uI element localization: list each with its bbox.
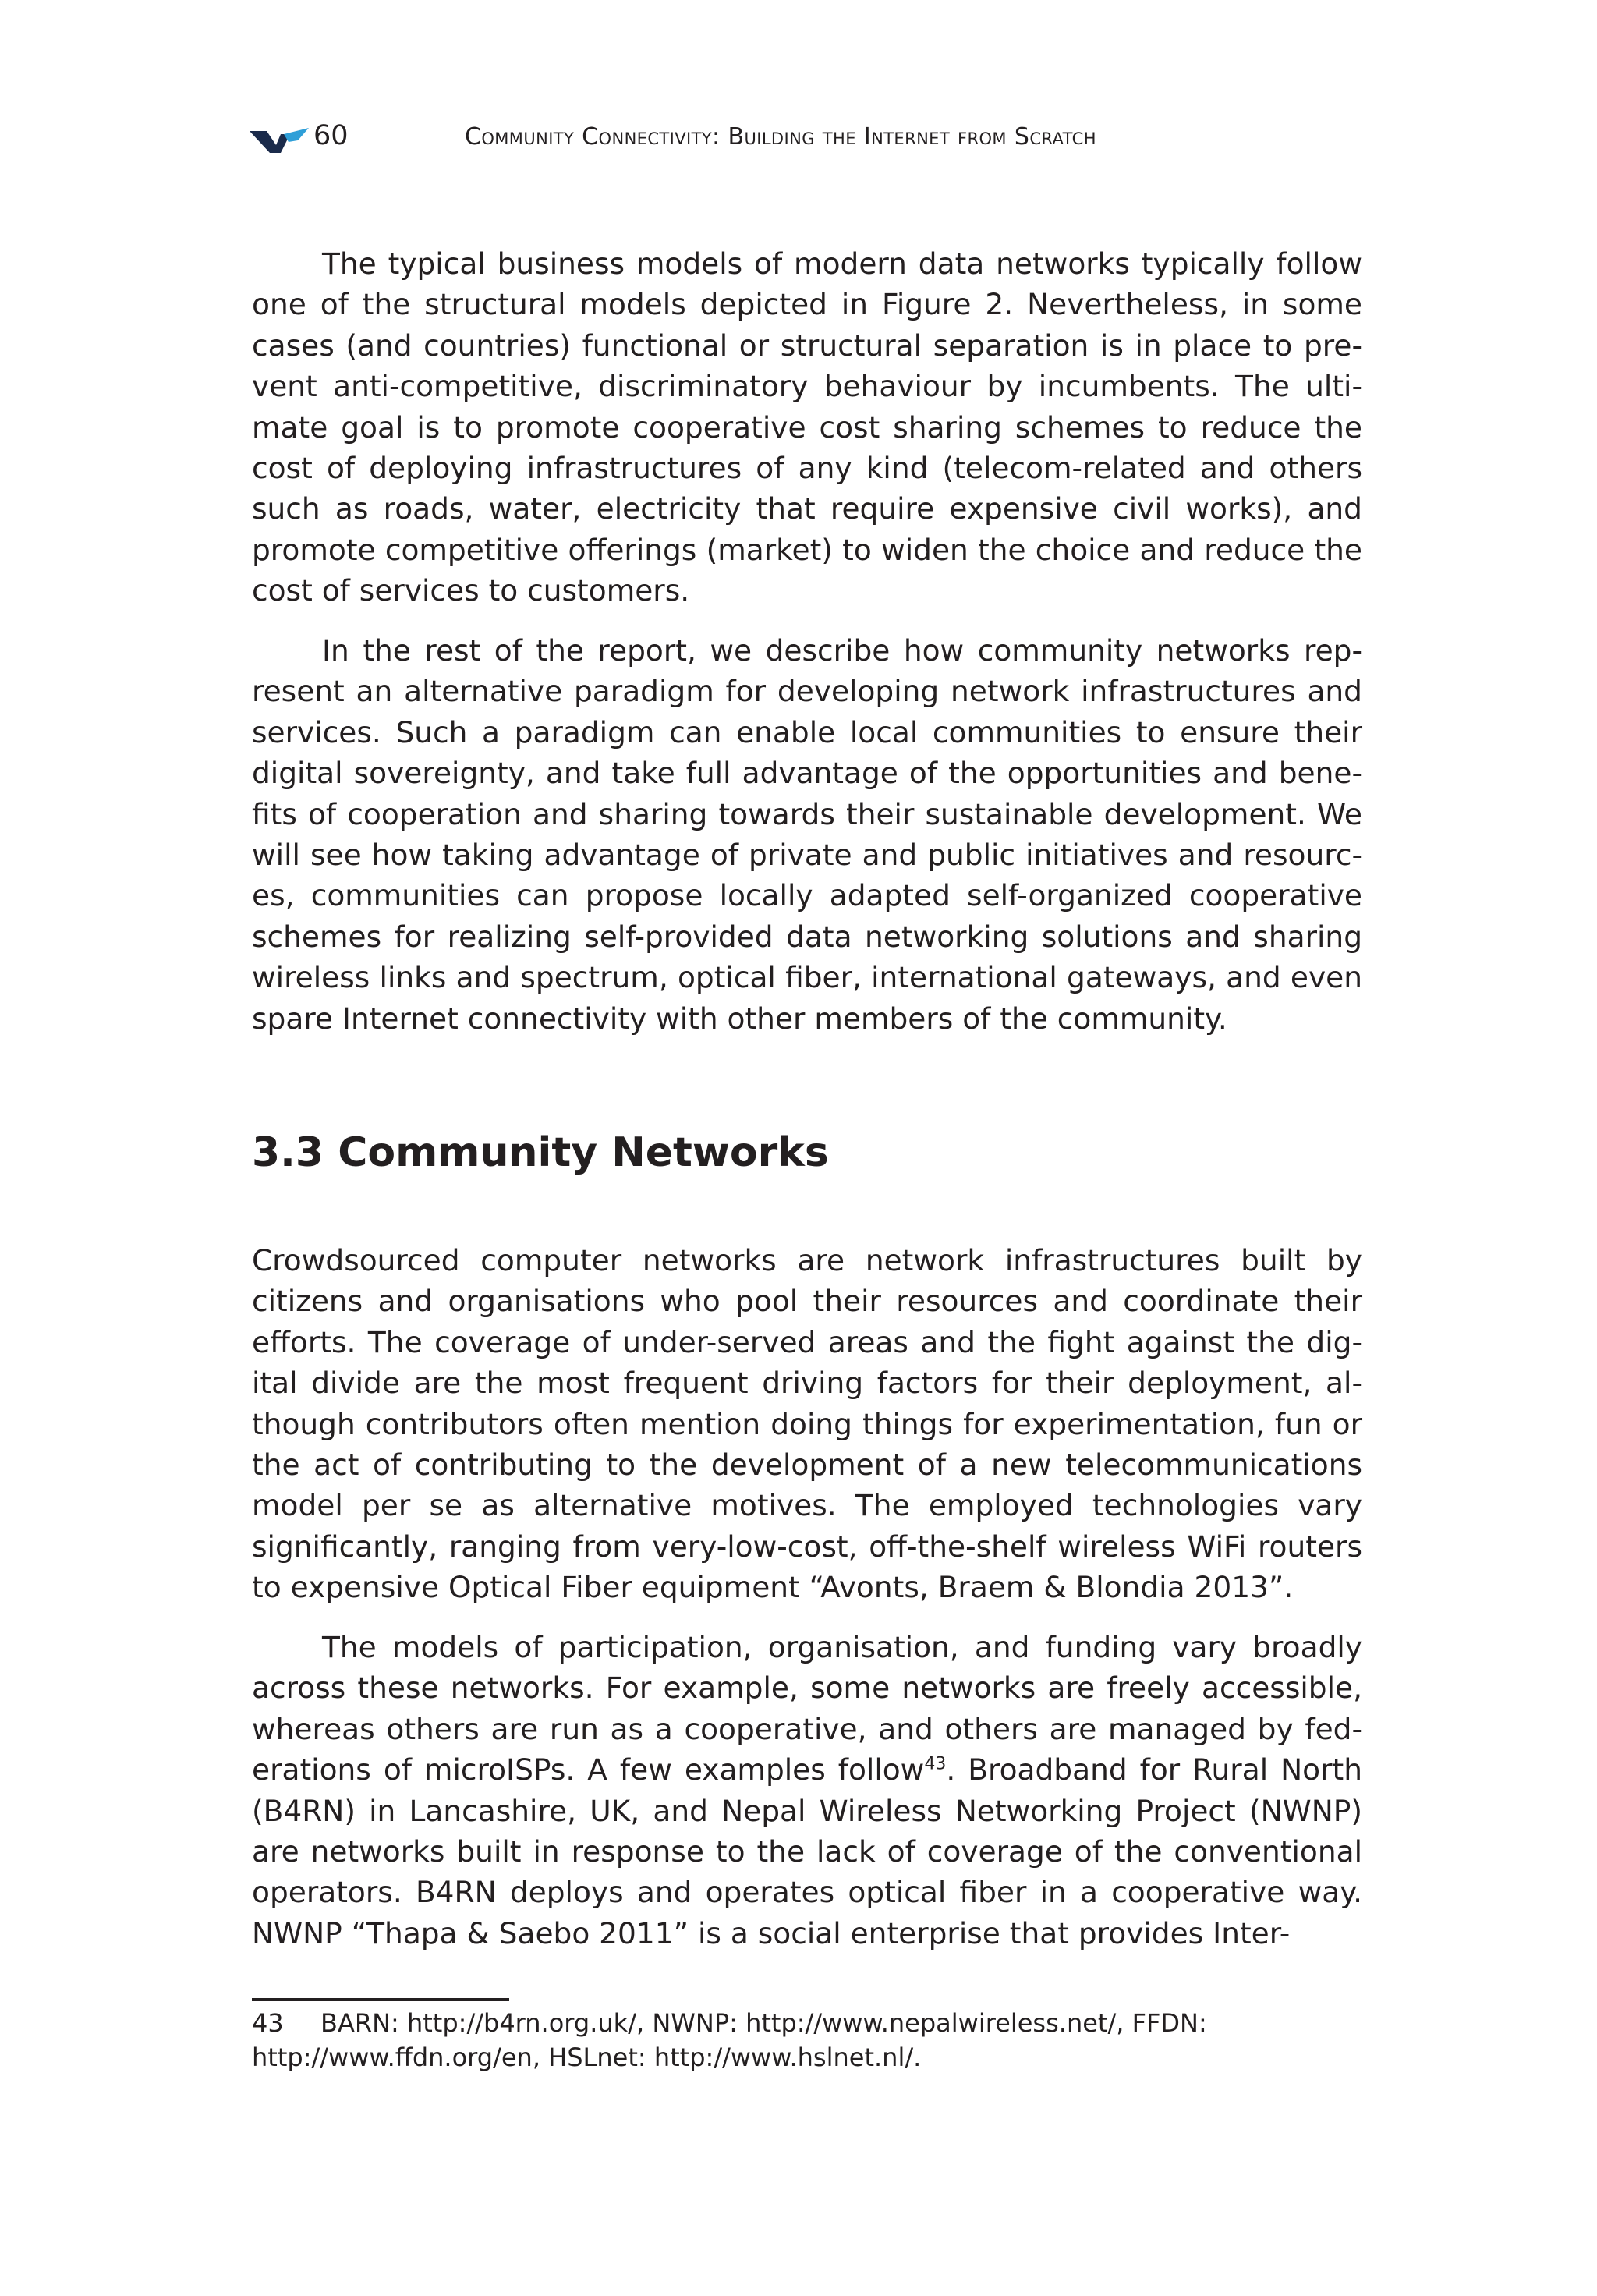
footnote-divider bbox=[252, 1998, 509, 2001]
page-number: 60 bbox=[313, 120, 349, 151]
paragraph-business-models: The typical business models of modern data networks typically follow one of the structural models depicted in Figure 2. Nevertheless, in some cases (and countries) functional or structural separation is in place to prevent anti-competitive, discriminatory behaviour by incumbents. The ultimate goal is to promote cooperative cost sharing schemes to reduce the cost of deploying infrastructures of any kind (telecom-related and others such as roads, water, electricity that require expensive civil works), and promote competitive offerings (market) to widen the choice and reduce the cost of services to customers. bbox=[252, 246, 1362, 608]
footnote bbox=[252, 2006, 1362, 2075]
paragraph-crowdsourced-networks: Crowdsourced computer networks are network infrastructures built by citizens and organisations who pool their resources and coordinate their efforts. The coverage of under-served areas and the fight against the digital divide are the most frequent driving factors for their deployment, although contributors often mention doing things for experimentation, fun or the act of contributing to the development of a new telecommunications model per se as alternative motives. The employed technologies vary significantly, ranging from very-low-cost, off-the-shelf wireless WiFi routers to expensive Optical Fiber equipment “Avonts, Braem & Blondia 2013”. bbox=[252, 1243, 1362, 1605]
publisher-logo-icon bbox=[250, 128, 309, 154]
paragraph-participation-models bbox=[252, 1627, 1362, 1954]
section-heading: 3.3 Community Networks bbox=[252, 1129, 829, 1176]
paragraph-text-part: The models of participation, organisation, and funding vary broadly across these networks. For example, some networks are freely accessible, whereas others are run as a cooperative, and others are managed by federations of microISPs. A few examples follow bbox=[252, 1630, 1362, 1788]
footnote-reference: 43 bbox=[924, 1754, 947, 1774]
footnote-number: 43 bbox=[252, 2008, 284, 2038]
running-title: Community Connectivity: Building the Internet from Scratch bbox=[465, 123, 1096, 151]
footnote-text: BARN: http://b4rn.org.uk/, NWNP: http://www.nepalwireless.net/, FFDN: http://www.ffdn.org/en, HSLnet: http://www.hslnet.nl/. bbox=[252, 2008, 1207, 2072]
running-header bbox=[250, 117, 1357, 164]
paragraph-text-part: . Broadband for Rural North (B4RN) in Lancashire, UK, and Nepal Wireless Networking Project (NWNP) are networks built in response to the lack of coverage of the conventional operators. B4RN deploys and operates optical fiber in a cooperative way. NWNP “Thapa & Saebo 2011” is a social enterprise that provides Inter- bbox=[252, 1752, 1362, 1951]
paragraph-alternative-paradigm: In the rest of the report, we describe how community networks represent an alternative paradigm for developing network infrastructures and services. Such a paradigm can enable local communities to ensure their digital sovereignty, and take full advantage of the opportunities and benefits of cooperation and sharing towards their sustainable development. We will see how taking advantage of private and public initiatives and resources, communities can propose locally adapted self-organized cooperative schemes for realizing self-provided data networking solutions and sharing wireless links and spectrum, optical fiber, international gateways, and even spare Internet connectivity with other members of the community. bbox=[252, 633, 1362, 1036]
